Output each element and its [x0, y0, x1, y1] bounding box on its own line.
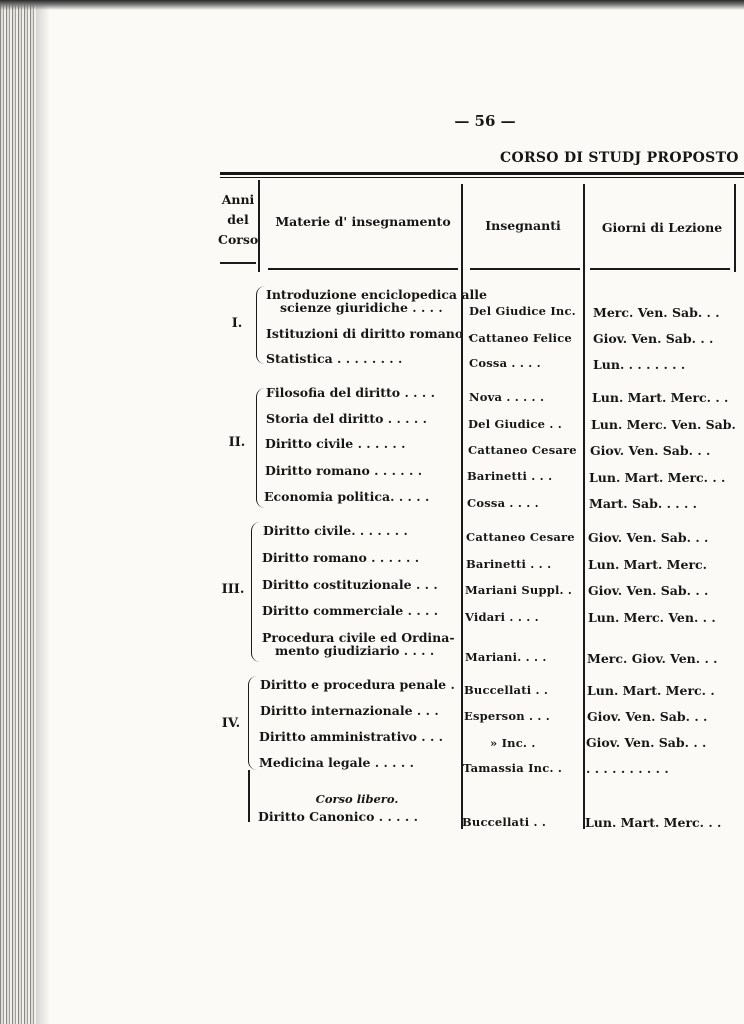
page-heading: CORSO DI STUDJ PROPOSTO: [500, 150, 739, 166]
table-row-days: Lun. . . . . . . .: [593, 357, 686, 372]
free-course-days: Lun. Mart. Merc. . .: [585, 815, 722, 830]
year-label: I.: [231, 316, 243, 331]
column-rule: [734, 184, 736, 272]
table-row-days: Lun. Mart. Merc. . .: [589, 470, 726, 485]
table-row-teacher: Barinetti . . .: [466, 557, 552, 571]
table-row-teacher: Esperson . . .: [464, 709, 550, 723]
table-row-subject: Diritto internazionale . . .: [260, 703, 439, 718]
table-row-teacher: Barinetti . . .: [467, 469, 553, 483]
year-label: IV.: [221, 716, 241, 731]
table-row-subject: Diritto costituzionale . . .: [262, 577, 438, 592]
header-rule: [470, 268, 580, 270]
column-rule: [258, 180, 260, 272]
table-row-subject: Introduzione enciclopedica alle: [266, 287, 487, 302]
table-top-rule-thin: [220, 177, 744, 178]
table-row-days: Merc. Ven. Sab. . .: [593, 305, 720, 320]
column-header-year: Anni del Corso: [218, 192, 259, 247]
column-rule: [248, 770, 250, 822]
table-row-days: Lun. Mart. Merc. . .: [592, 390, 729, 405]
table-row-subject: Statistica . . . . . . . .: [266, 351, 403, 366]
table-row-days: Lun. Merc. Ven. Sab.: [591, 417, 736, 432]
table-row-days: Lun. Mart. Merc.: [588, 557, 708, 572]
column-rule: [461, 184, 463, 829]
table-row-subject: Filosofia del diritto . . . .: [266, 385, 435, 400]
table-row-days: Mart. Sab. . . . .: [589, 496, 698, 511]
table-row-teacher: Cattaneo Cesare: [466, 530, 575, 544]
table-row-days: . . . . . . . . . .: [586, 761, 669, 776]
table-row-subject: Diritto civile . . . . . .: [265, 436, 406, 451]
year-label: II.: [228, 435, 246, 450]
year-brace: [248, 676, 257, 770]
year-brace: [256, 286, 265, 364]
table-row-subject: Diritto romano . . . . . .: [262, 550, 420, 565]
table-row-days: Giov. Ven. Sab. . .: [586, 735, 707, 750]
table-row-subject: Diritto romano . . . . . .: [265, 463, 423, 478]
table-row-days: Giov. Ven. Sab. . .: [588, 583, 709, 598]
free-course-heading: Corso libero.: [315, 792, 399, 806]
table-row-subject: Diritto commerciale . . . .: [262, 603, 439, 618]
table-row-days: Giov. Ven. Sab. . .: [593, 331, 714, 346]
table-row-teacher: Cossa . . . .: [467, 496, 539, 510]
table-row-subject: mento giudiziario . . . .: [275, 643, 435, 658]
table-row-days: Lun. Merc. Ven. . .: [588, 610, 716, 625]
table-row-teacher: Vidari . . . .: [465, 610, 539, 624]
table-row-teacher: Mariani. . . .: [465, 650, 547, 664]
table-row-subject: Diritto e procedura penale .: [260, 677, 455, 692]
column-rule: [583, 184, 585, 829]
free-course-teacher: Buccellati . .: [462, 815, 547, 829]
table-row-teacher: Cattaneo Felice: [469, 331, 572, 345]
table-row-subject: Diritto amministrativo . . .: [259, 729, 444, 744]
table-row-subject: Procedura civile ed Ordina-: [262, 630, 455, 645]
table-row-subject: Medicina legale . . . . .: [259, 755, 414, 770]
table-row-teacher: Mariani Suppl. .: [465, 583, 573, 597]
table-row-subject: Storia del diritto . . . . .: [266, 411, 427, 426]
year-brace: [251, 522, 260, 662]
table-row-subject: scienze giuridiche . . . .: [280, 300, 443, 315]
table-row-days: Giov. Ven. Sab. . .: [590, 443, 711, 458]
table-row-teacher: Tamassia Inc. .: [463, 761, 563, 775]
table-row-subject: Istituzioni di diritto romano .: [266, 326, 472, 341]
page-number: — 56 —: [454, 112, 516, 130]
table-row-teacher: Del Giudice . .: [468, 417, 562, 431]
table-row-days: Merc. Giov. Ven. . .: [587, 651, 718, 666]
table-row-teacher: Cossa . . . .: [469, 356, 541, 370]
table-row-teacher: Buccellati . .: [464, 683, 549, 697]
table-row-teacher: Cattaneo Cesare: [468, 443, 577, 457]
column-header-days: Giorni di Lezione: [601, 220, 723, 235]
binding-shadow: [36, 0, 50, 1024]
table-row-days: Giov. Ven. Sab. . .: [588, 530, 709, 545]
free-course-subject: Diritto Canonico . . . . .: [258, 809, 418, 824]
table-row-subject: Economia politica. . . . .: [264, 489, 430, 504]
table-row-teacher: Del Giudice Inc.: [469, 304, 576, 318]
table-row-days: Lun. Mart. Merc. .: [587, 683, 715, 698]
page-top-edge: [0, 0, 744, 10]
table-row-teacher: » Inc. .: [490, 736, 536, 750]
table-top-rule: [220, 172, 744, 175]
book-binding: [0, 0, 36, 1024]
header-rule: [220, 262, 256, 264]
table-row-subject: Diritto civile. . . . . . .: [263, 523, 408, 538]
table-row-days: Giov. Ven. Sab. . .: [587, 709, 708, 724]
header-rule: [268, 268, 458, 270]
column-header-teachers: Insegnanti: [485, 218, 561, 233]
header-rule: [590, 268, 730, 270]
table-row-teacher: Nova . . . . .: [469, 390, 545, 404]
column-header-subjects: Materie d' insegnamento: [275, 214, 451, 229]
year-label: III.: [221, 582, 245, 597]
